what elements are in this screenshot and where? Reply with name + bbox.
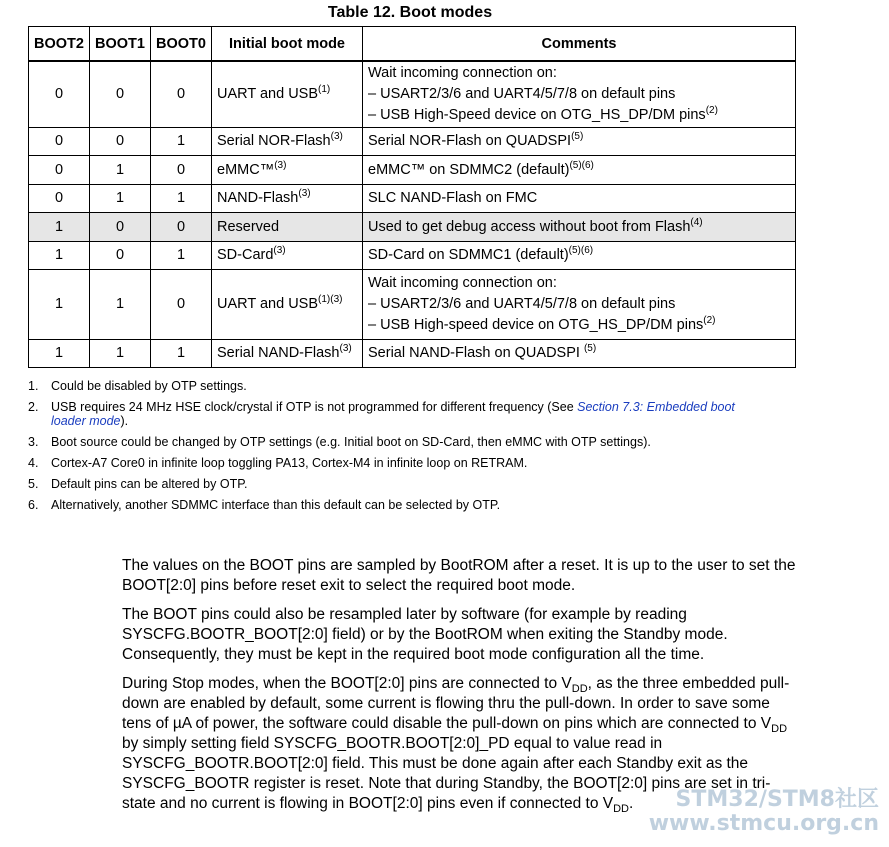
cell-mode: [212, 339, 363, 367]
footnote-text: Cortex-A7 Core0 in infinite loop toggling PA13, Cortex-M4 in infinite loop on RETRAM.: [51, 456, 528, 470]
mode-text: UART and USB: [217, 86, 319, 103]
cell-mode: [212, 155, 363, 184]
cell-comment: [363, 155, 796, 184]
cell-boot0: 0: [151, 61, 212, 127]
cell-boot2: 0: [29, 127, 90, 155]
footnote: [28, 400, 768, 428]
body-text: [122, 556, 802, 823]
footnote-number: 5.: [28, 477, 39, 491]
watermark-line: STM32/STM8社区: [675, 787, 879, 812]
footnote-text: Could be disabled by OTP settings.: [51, 379, 247, 393]
cell-boot1: 0: [90, 61, 151, 127]
cell-mode: [212, 269, 363, 339]
table-row: [29, 127, 796, 155]
mode-text: NAND-Flash: [217, 190, 299, 206]
cell-comment: [363, 269, 796, 339]
footnote-ref: (3): [273, 245, 286, 256]
subscript: DD: [613, 803, 629, 815]
cell-boot1: 1: [90, 339, 151, 367]
footnote-ref: (3): [339, 343, 352, 354]
cell-boot2: 1: [29, 339, 90, 367]
table-row: [29, 155, 796, 184]
cell-boot0: 0: [151, 269, 212, 339]
cell-boot2: 1: [29, 241, 90, 269]
cell-boot2: 1: [29, 269, 90, 339]
cell-boot0: 0: [151, 212, 212, 241]
cell-comment: [363, 339, 796, 367]
footnote-number: 6.: [28, 498, 39, 512]
table-header-row: [29, 27, 796, 62]
mode-text: Serial NOR-Flash: [217, 133, 331, 149]
subscript: DD: [771, 723, 788, 735]
comment-text: – USB High-Speed device on OTG_HS_DP/DM pins: [368, 106, 706, 123]
boot-modes-table: [28, 26, 796, 368]
cell-boot0: 1: [151, 241, 212, 269]
table-row: [29, 184, 796, 212]
comment-line: [368, 105, 790, 126]
footnote-ref: (3): [330, 131, 343, 142]
footnote: [28, 498, 768, 512]
table-row: [29, 212, 796, 241]
footnote-text: Boot source could be changed by OTP settings (e.g. Initial boot on SD-Card, then eMMC with OTP settings).: [51, 435, 651, 449]
footnote: [28, 379, 768, 393]
cell-boot1: 1: [90, 269, 151, 339]
cell-mode: [212, 127, 363, 155]
cell-boot1: 0: [90, 241, 151, 269]
footnote-ref: (2): [703, 314, 716, 326]
cell-boot0: 0: [151, 155, 212, 184]
cell-boot0: 1: [151, 127, 212, 155]
header-boot1: BOOT1: [90, 27, 151, 62]
cell-boot1: 0: [90, 212, 151, 241]
watermark-line: www.stmcu.org.cn: [648, 811, 879, 836]
table-footnotes: [28, 379, 768, 519]
paragraph-text: by simply setting field SYSCFG_BOOTR.BOOT[2:0]_PD equal to value read in SYSCFG_BOOTR.BOOT[2:0] field. This must be done again after each Standby exit as the SYSCFG_BOOTR register is reset. Note that during Standby, the BOOT[2:0] pins are set in tri-state and no current is flowing in BOOT[2:0] pins even if connected to V: [122, 735, 771, 812]
table-row: [29, 241, 796, 269]
footnote-ref: (4): [690, 216, 703, 228]
comment-line: [368, 315, 790, 336]
cell-comment: [363, 127, 796, 155]
footnote: [28, 456, 768, 470]
cell-boot2: 0: [29, 184, 90, 212]
cell-boot0: 1: [151, 184, 212, 212]
comment-line: – USART2/3/6 and UART4/5/7/8 on default pins: [368, 295, 676, 312]
footnote: [28, 435, 768, 449]
cell-boot2: 0: [29, 155, 90, 184]
footnote-ref: (5): [583, 343, 597, 354]
cell-comment: SLC NAND-Flash on FMC: [363, 184, 796, 212]
cell-boot0: 1: [151, 339, 212, 367]
mode-text: SD-Card: [217, 247, 274, 263]
comment-text: SD-Card on SDMMC1 (default): [368, 247, 569, 263]
comment-text: – USB High-speed device on OTG_HS_DP/DM pins: [368, 316, 704, 333]
header-comments: Comments: [363, 27, 796, 62]
comment-text: Serial NOR-Flash on QUADSPI: [368, 133, 572, 149]
paragraph: The BOOT pins could also be resampled later by software (for example by reading SYSCFG.BOOTR_BOOT[2:0] field) or by the BootROM when exiting the Standby mode. Consequently, they must be kept in the required boot mode configuration all the time.: [122, 606, 728, 663]
paragraph: The values on the BOOT pins are sampled by BootROM after a reset. It is up to the user to set the BOOT[2:0] pins before reset exit to select the required boot mode.: [122, 557, 796, 594]
comment-line: Wait incoming connection on:: [368, 64, 557, 81]
table-row: [29, 269, 796, 339]
footnote-ref: (1): [318, 84, 331, 96]
paragraph-text: During Stop modes, when the BOOT[2:0] pins are connected to V: [122, 675, 572, 692]
comment-line: Wait incoming connection on:: [368, 274, 557, 291]
paragraph-text: .: [629, 795, 634, 812]
footnote-ref: (2): [705, 104, 718, 116]
section-link[interactable]: Section 7.3: Embedded boot loader mode: [51, 400, 735, 428]
cell-boot2: 1: [29, 212, 90, 241]
footnote-ref: (3): [274, 159, 287, 171]
cell-boot1: 1: [90, 155, 151, 184]
cell-mode: Reserved: [212, 212, 363, 241]
footnote-ref: (5): [571, 131, 584, 142]
footnote-text: Alternatively, another SDMMC interface than this default can be selected by OTP.: [51, 498, 501, 512]
cell-boot1: 0: [90, 127, 151, 155]
mode-text: eMMC™: [217, 161, 275, 178]
comment-line: – USART2/3/6 and UART4/5/7/8 on default pins: [368, 85, 676, 102]
table-title: Table 12. Boot modes: [327, 4, 493, 21]
cell-mode: [212, 61, 363, 127]
footnote-ref: (5)(6): [569, 159, 594, 171]
footnote-ref: (1)(3): [318, 294, 343, 305]
footnote-number: 3.: [28, 435, 39, 449]
footnote-number: 2.: [28, 400, 39, 414]
footnote-text: ).: [120, 414, 129, 428]
cell-boot1: 1: [90, 184, 151, 212]
mode-text: Serial NAND-Flash: [217, 345, 340, 361]
cell-comment: [363, 61, 796, 127]
footnote-ref: (5)(6): [568, 245, 594, 256]
header-mode: Initial boot mode: [212, 27, 363, 62]
footnote: [28, 477, 768, 491]
subscript: DD: [571, 683, 588, 695]
cell-mode: [212, 241, 363, 269]
header-boot0: BOOT0: [151, 27, 212, 62]
cell-comment: [363, 212, 796, 241]
mode-text: UART and USB: [217, 296, 319, 312]
footnote-number: 4.: [28, 456, 39, 470]
paragraph-text: , as the three embedded pull-down are enabled by default, some current is flowing thru the pull-down. In order to save some tens of µA of power, the software could disable the pull-down on pins which are connected to V: [122, 675, 790, 732]
comment-text: Used to get debug access without boot from Flash: [368, 218, 691, 235]
footnote-number: 1.: [28, 379, 39, 393]
footnote-text: Default pins can be altered by OTP.: [51, 477, 248, 491]
cell-comment: [363, 241, 796, 269]
comment-text: eMMC™ on SDMMC2 (default): [368, 161, 570, 178]
footnote-ref: (3): [298, 188, 311, 199]
watermark: [649, 788, 879, 836]
cell-mode: [212, 184, 363, 212]
comment-text: Serial NAND-Flash on QUADSPI: [368, 345, 580, 361]
table-row: [29, 61, 796, 127]
footnote-text: USB requires 24 MHz HSE clock/crystal if OTP is not programmed for different frequency (See: [51, 400, 578, 414]
header-boot2: BOOT2: [29, 27, 90, 62]
table-row: [29, 339, 796, 367]
cell-boot2: 0: [29, 61, 90, 127]
